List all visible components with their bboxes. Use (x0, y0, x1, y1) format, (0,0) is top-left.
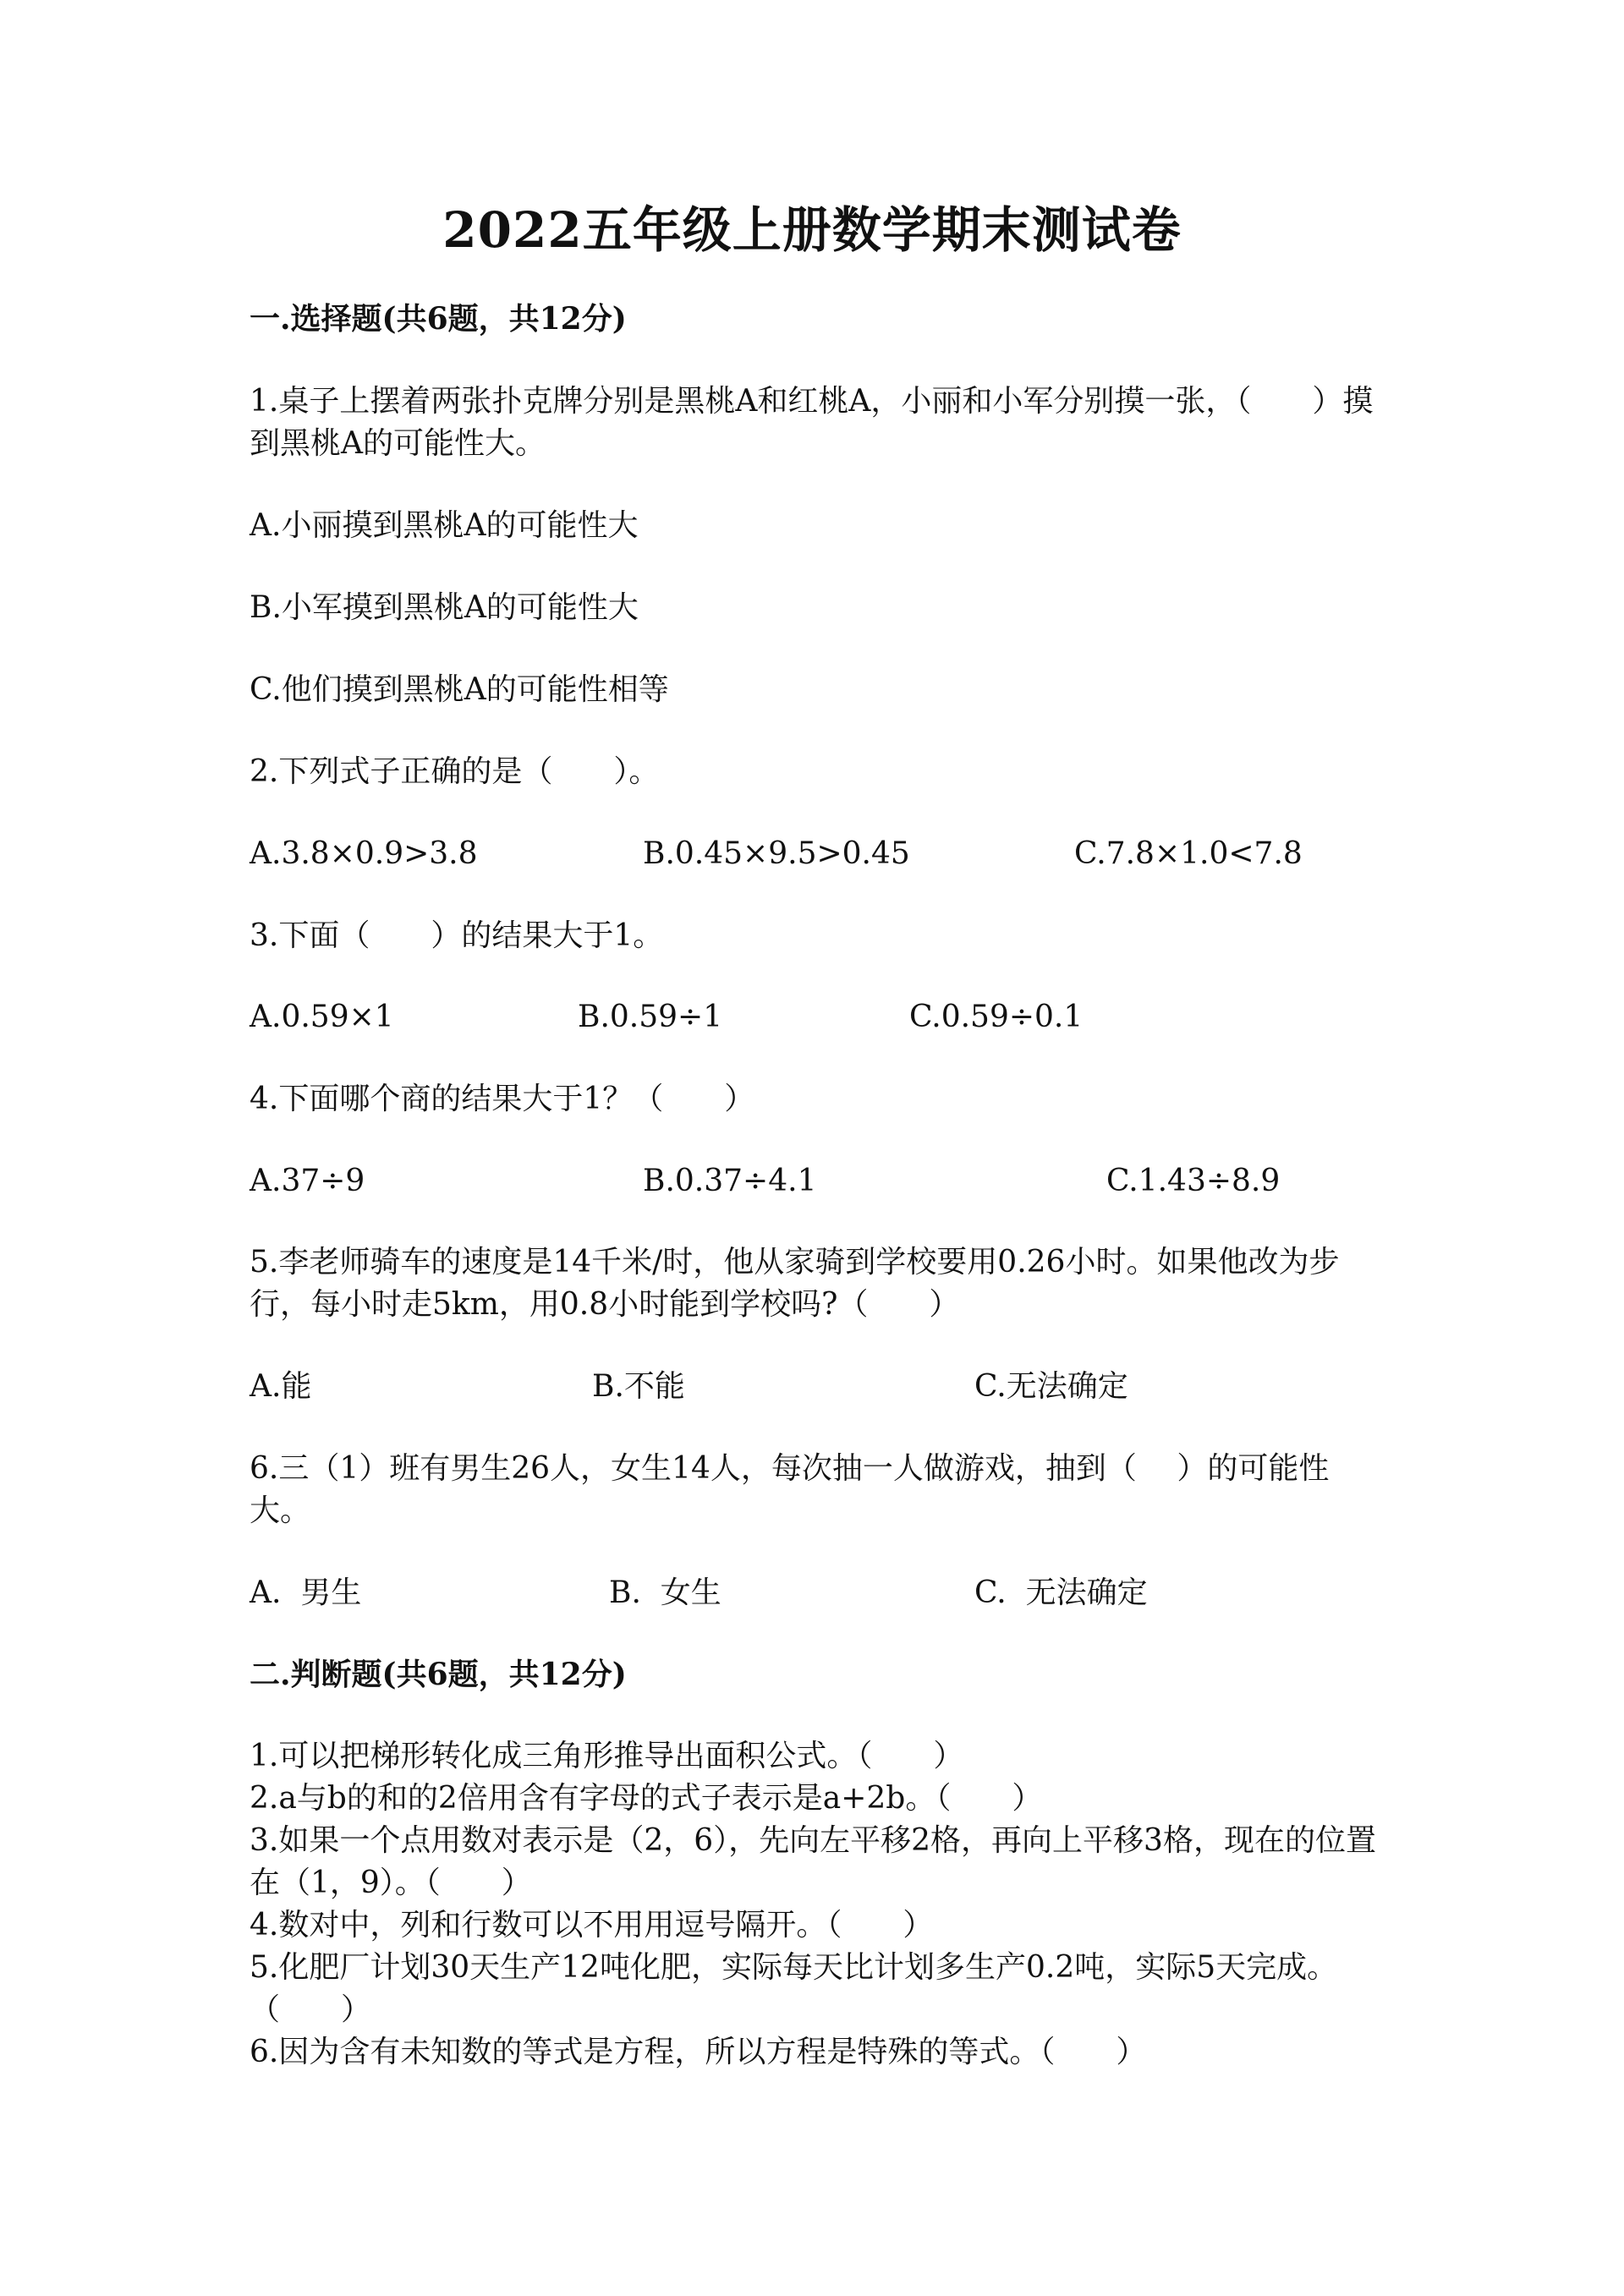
option-1a: A.小丽摸到黑桃A的可能性大 (250, 508, 639, 543)
judgement-item-1: 1.可以把梯形转化成三角形推导出面积公式。（ ） (250, 1739, 964, 1773)
option-3b: B.0.59÷1 (578, 1000, 723, 1034)
option-4c: C.1.43÷8.9 (1106, 1164, 1281, 1198)
question-6: 6.三（1）班有男生26人，女生14人，每次抽一人做游戏，抽到（ ）的可能性大。 (250, 1451, 1330, 1528)
option-2a: A.3.8×0.9>3.8 (250, 836, 478, 871)
question-2: 2.下列式子正确的是（ ）。 (250, 754, 660, 789)
option-3c: C.0.59÷0.1 (909, 1000, 1084, 1034)
option-6a: A. 男生 (250, 1575, 362, 1610)
judgement-item-6: 6.因为含有未知数的等式是方程，所以方程是特殊的等式。（ ） (250, 2035, 1147, 2069)
section-heading-judgement: 二.判断题(共6题，共12分) (250, 1657, 627, 1692)
option-5b: B.不能 (592, 1369, 685, 1404)
option-5c: C.无法确定 (974, 1369, 1128, 1404)
judgement-item-2: 2.a与b的和的2倍用含有字母的式子表示是a+2b。（ ） (250, 1781, 1043, 1816)
judgement-item-5: 5.化肥厂计划30天生产12吨化肥，实际每天比计划多生产0.2吨，实际5天完成。（ ） (250, 1950, 1338, 2027)
judgement-item-3: 3.如果一个点用数对表示是（2，6），先向左平移2格，再向上平移3格，现在的位置在（1，9）。（ ） (250, 1823, 1376, 1900)
option-1b: B.小军摸到黑桃A的可能性大 (250, 590, 639, 625)
option-2c: C.7.8×1.0<7.8 (1074, 836, 1303, 871)
option-6b: B. 女生 (609, 1575, 721, 1610)
option-4a: A.37÷9 (250, 1164, 365, 1198)
option-2b: B.0.45×9.5>0.45 (643, 836, 910, 871)
option-3a: A.0.59×1 (250, 1000, 394, 1034)
section-heading-choice: 一.选择题(共6题，共12分) (250, 301, 627, 337)
option-1c: C.他们摸到黑桃A的可能性相等 (250, 672, 669, 707)
question-5: 5.李老师骑车的速度是14千米/时，他从家骑到学校要用0.26小时。如果他改为步行，每小时走5km，用0.8小时能到学校吗?（ ） (250, 1245, 1340, 1322)
question-1: 1.桌子上摆着两张扑克牌分别是黑桃A和红桃A，小丽和小军分别摸一张，（ ）摸到黑桃A的可能性大。 (250, 384, 1374, 461)
option-6c: C. 无法确定 (974, 1575, 1148, 1610)
option-4b: B.0.37÷4.1 (643, 1164, 817, 1198)
judgement-item-4: 4.数对中，列和行数可以不用用逗号隔开。（ ） (250, 1908, 934, 1943)
question-4: 4.下面哪个商的结果大于1？（ ） (250, 1082, 755, 1116)
page-title: 2022五年级上册数学期末测试卷 (442, 201, 1182, 259)
question-3: 3.下面（ ）的结果大于1。 (250, 918, 664, 953)
option-5a: A.能 (250, 1369, 312, 1404)
